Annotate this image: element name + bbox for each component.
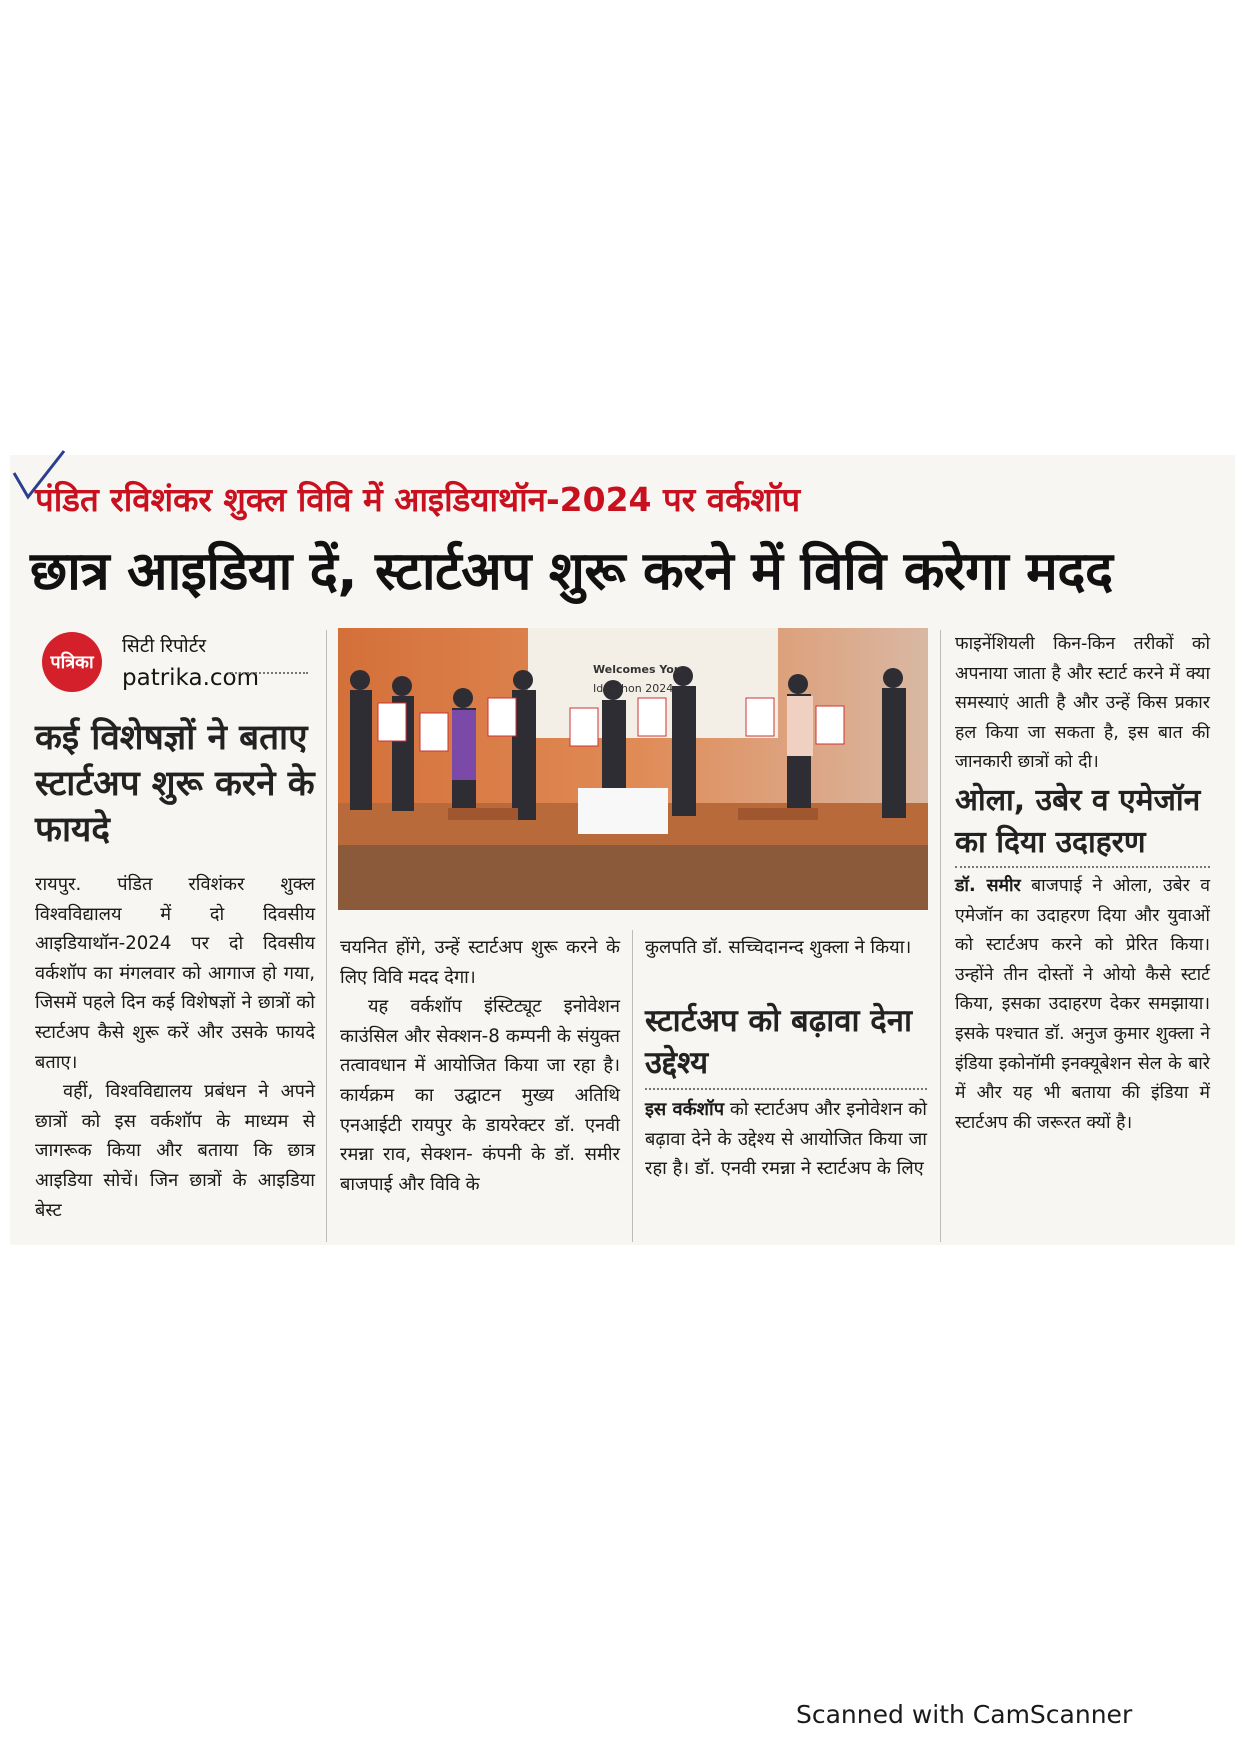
reporter-credit: सिटी रिपोर्टर bbox=[122, 635, 207, 657]
col4-lead-bold: डॉ. समीर bbox=[955, 876, 1021, 896]
col3-lead-bold: इस वर्कशॉप bbox=[645, 1099, 725, 1120]
column-rule bbox=[632, 930, 633, 1242]
divider bbox=[955, 866, 1210, 868]
col4-paragraph-1: फाइनेंशियली किन-किन तरीकों को अपनाया जाता है और स्टार्ट करने में क्या समस्याएं आती है और उन्हें किस प्रकार हल किया जा सकता है, इस बात की जानकारी छात्रों को दी। bbox=[955, 634, 1210, 773]
column-4 bbox=[955, 630, 1210, 778]
column-3 bbox=[645, 933, 927, 963]
column-4-lower bbox=[955, 872, 1210, 1138]
subhead-experts: कई विशेषज्ञों ने बताए स्टार्टअप शुरू करने के फायदे bbox=[35, 718, 315, 850]
subhead-objective: स्टार्टअप को बढ़ावा देना उद्देश्य bbox=[645, 1003, 912, 1081]
subhead-ola-uber: ओला, उबेर व एमेजॉन का दिया उदाहरण bbox=[955, 783, 1201, 860]
column-2 bbox=[340, 933, 620, 1199]
patrika-logo bbox=[42, 632, 102, 692]
column-rule bbox=[940, 630, 941, 1242]
event-photo bbox=[338, 628, 928, 910]
article-kicker: पंडित रविशंकर शुक्ल विवि में आइडियाथॉन-2024 पर वर्कशॉप bbox=[35, 480, 801, 519]
col4-paragraph-2: बाजपाई ने ओला, उबेर व एमेजॉन का उदाहरण दिया और युवाओं को स्टार्टअप करने को प्रेरित किया। उन्होंने तीन दोस्तों ने ओयो कैसे स्टार्ट किया, इसका उदाहरण देकर समझाया। इसके पश्चात डॉ. अनुज कुमार शुक्ला ने इंडिया इकोनॉमी इनक्यूबेशन सेल के बारे में और यह भी बताया की इंडिया में स्टार्टअप की जरूरत क्यों है। bbox=[955, 876, 1210, 1133]
article-headline: छात्र आइडिया दें, स्टार्टअप शुरू करने में विवि करेगा मदद bbox=[30, 541, 1113, 602]
col3-paragraph-2: को स्टार्टअप और इनोवेशन को बढ़ावा देने के उद्देश्य से आयोजित किया जा रहा है। डॉ. एनवी रमन्ना ने स्टार्टअप के लिए bbox=[645, 1099, 928, 1180]
column-3-lower bbox=[645, 1095, 927, 1184]
col1-paragraph-1: रायपुर. पंडित रविशंकर शुक्ल विश्वविद्यालय में दो दिवसीय आइडियाथॉन-2024 पर दो दिवसीय वर्कशॉप का मंगलवार को आगाज हो गया, जिसमें पहले दिन कई विशेषज्ञों ने छात्रों को स्टार्टअप कैसे शुरू करें और उसके फायदे बताए। bbox=[35, 874, 315, 1073]
banner-event: Ideathon 2024 bbox=[593, 682, 674, 695]
divider bbox=[228, 672, 308, 674]
logo-text: पत्रिका bbox=[50, 652, 94, 673]
col2-paragraph-1: चयनित होंगे, उन्हें स्टार्टअप शुरू करने के लिए विवि मदद देगा। bbox=[340, 937, 620, 988]
publisher-domain: patrika.com bbox=[122, 665, 260, 691]
column-rule bbox=[326, 630, 327, 1242]
col2-paragraph-2: यह वर्कशॉप इंस्टिट्यूट इनोवेशन काउंसिल और सेक्शन-8 कम्पनी के संयुक्त तत्वावधान में आयोजित किया जा रहा है। कार्यक्रम का उद्घाटन मुख्य अतिथि एनआईटी रायपुर के डायरेक्टर डॉ. एनवी रमन्ना राव, सेक्शन- कंपनी के डॉ. समीर बाजपाई और विवि के bbox=[340, 996, 620, 1195]
scanner-watermark: Scanned with CamScanner bbox=[796, 1700, 1133, 1729]
column-1 bbox=[35, 870, 315, 1225]
col3-paragraph-1: कुलपति डॉ. सच्चिदानन्द शुक्ला ने किया। bbox=[645, 937, 912, 958]
banner-welcome: Welcomes You bbox=[593, 663, 682, 676]
divider bbox=[645, 1088, 927, 1090]
col1-paragraph-2: वहीं, विश्वविद्यालय प्रबंधन ने अपने छात्रों को इस वर्कशॉप के माध्यम से जागरूक किया और बताया कि छात्र आइडिया सोचें। जिन छात्रों के आइडिया बेस्ट bbox=[35, 1081, 315, 1221]
